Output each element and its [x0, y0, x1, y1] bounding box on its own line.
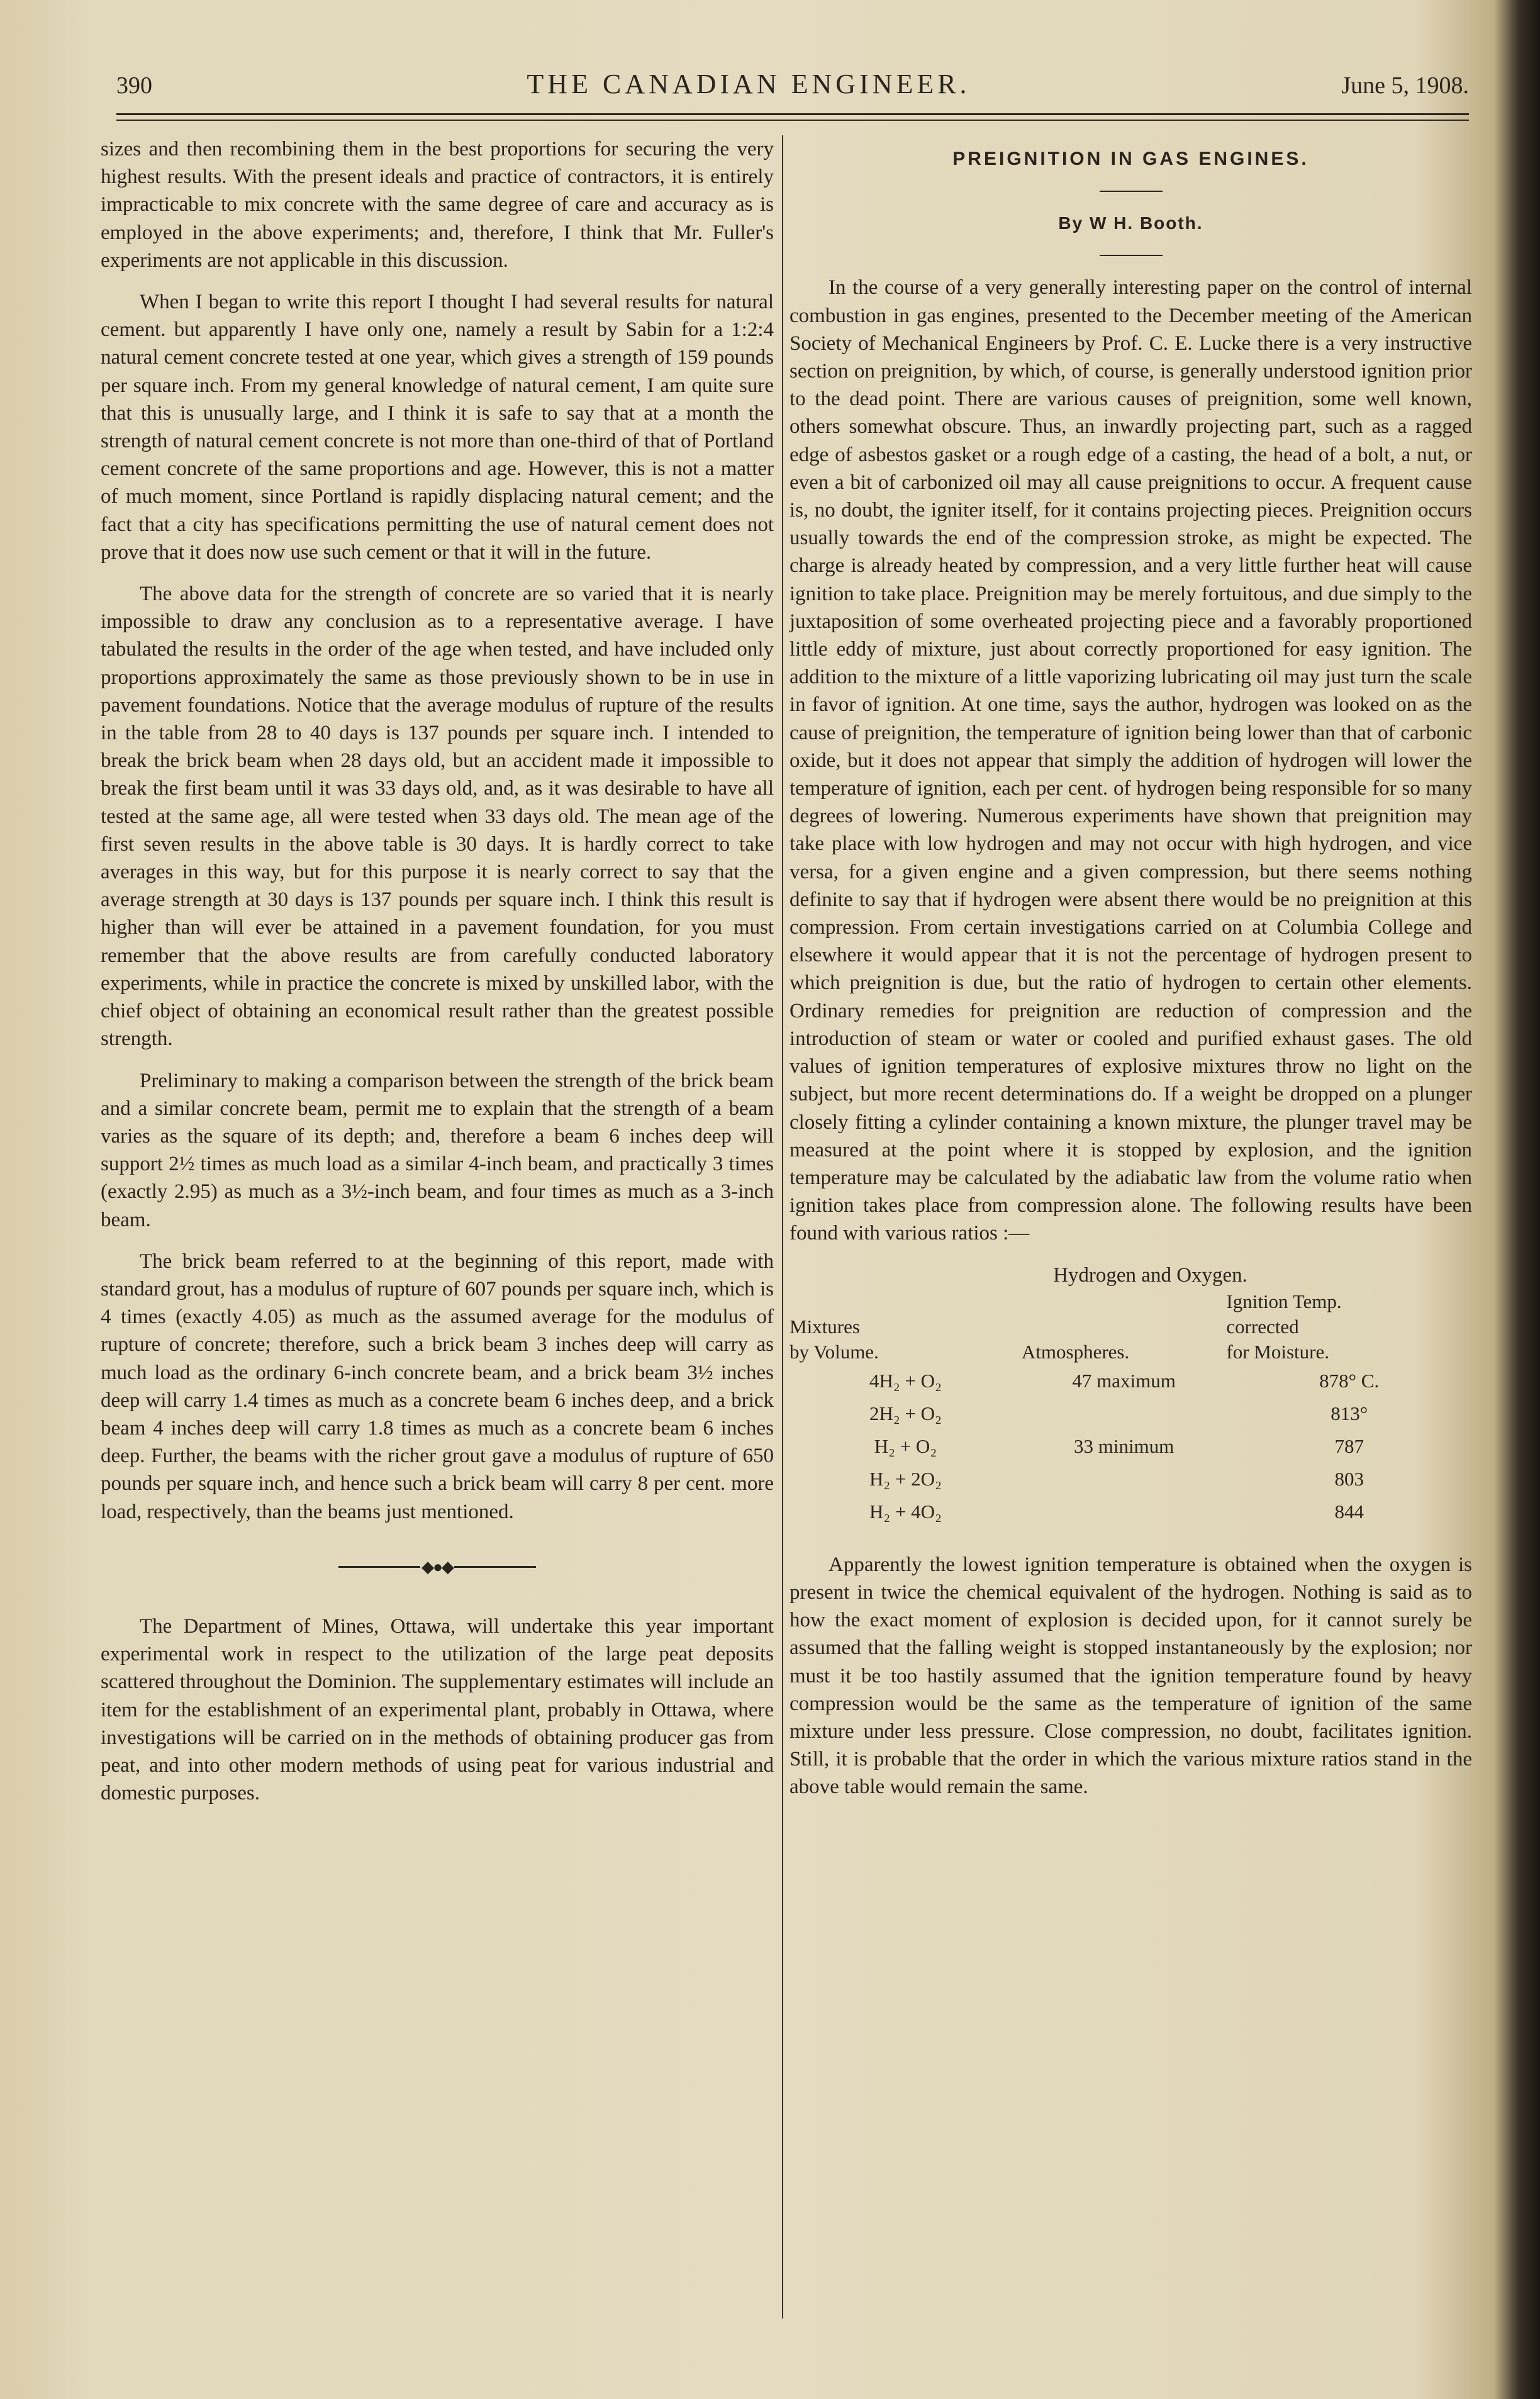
header-rule-bottom: [116, 120, 1469, 121]
cell-temperature: 844: [1334, 1500, 1364, 1523]
page-number: 390: [116, 72, 152, 99]
article-title: PREIGNITION IN GAS ENGINES.: [952, 148, 1309, 169]
paragraph: The above data for the strength of concrete are so varied that it is nearly impossible to draw any conclusion as to a representative average. I have tabulated the results in the order of the age when tested, and have included only proportions approximately the same as those previously shown to be in use in pavement foundations. Notice that the average modulus of rupture of the results in the table from 28 to 40 days is 137 pounds per square inch. I intended to break the brick beam when 28 days old, but an accident made it impossible to break the first beam until it was 33 days old, and, as it was desirable to have all tested at the same age, all were tested when 33 days old. The mean age of the first seven results in the above table is 30 days. It is hardly correct to take averages in this way, but for this purpose it is nearly correct to say that the average strength at 30 days is 137 pounds per square inch. I think this result is higher than will ever be attained in a pavement foundation, for you must remember that the above results are from carefully conducted laboratory experiments, while in practice the concrete is mixed by unskilled labor, with the chief object of obtaining an economical result rather than the greatest possible strength.: [101, 583, 774, 1051]
table-caption: Hydrogen and Oxygen.: [1053, 1263, 1247, 1287]
column-header-ignition: [1226, 1289, 1472, 1365]
cell-atmospheres: [1022, 1496, 1227, 1528]
cell-atmospheres: 33 minimum: [1073, 1434, 1175, 1457]
right-column: [790, 135, 1472, 1801]
header-line: corrected: [1226, 1315, 1299, 1338]
column-header-mixtures: [790, 1289, 1022, 1365]
cell-temperature: 787: [1334, 1434, 1364, 1457]
cell-atmospheres: [1022, 1397, 1227, 1430]
paragraph: Preliminary to making a comparison between the strength of the brick beam and a similar concrete beam, permit me to explain that the strength of a beam varies as the square of its depth; and, therefore a beam 6 inches deep will support 2½ times as much load as a similar 4-inch beam, and practically 3 times (exactly 2.95) as much as a 3½-inch beam, and four times as much as a 3-inch beam.: [101, 1069, 774, 1231]
table-row: [790, 1365, 1472, 1397]
cell-mixture: 4H₂ + O₂: [869, 1369, 942, 1392]
table-row: [790, 1397, 1472, 1430]
cell-mixture: H₂ + 4O₂: [869, 1500, 942, 1523]
ornament-dots: ◆●◆: [421, 1557, 453, 1576]
page-header: [116, 68, 1469, 112]
header-line: Mixtures: [790, 1315, 860, 1338]
masthead-title: THE CANADIAN ENGINEER.: [527, 69, 971, 99]
table-row: [790, 1496, 1472, 1528]
article-body: In the course of a very generally interesting paper on the control of internal combustion in gas engines, presented to the December meeting of the American Society of Mechanical Engineers by Prof. C. E. Lucke there is a very instructive section on preignition, by which, of course, is generally understood ignition prior to the dead point. There are various causes of preignition, some well known, others somewhat obscure. Thus, an inwardly projecting part, such as a ragged edge of asbestos gasket or a rough edge of a casting, the head of a bolt, a nut, or even a bit of carbonized oil may all cause preignitions to occur. A frequent cause is, no doubt, the igniter itself, for it contains projecting pieces. Preignition occurs usually towards the end of the compression stroke, as might be expected. The charge is already heated by compression, and a very little further heat will cause ignition to take place. Preignition may be merely fortuitous, and due simply to the juxtaposition of some overheated projecting piece and a favorably proportioned little eddy of mixture, just about correctly proportioned for easy ignition. The addition to the mixture of a little vaporizing lubricating oil may just turn the scale in favor of ignition. At one time, says the author, hydrogen was looked on as the cause of preignition, the temperature of ignition being lower than that of carbonic oxide, but it does not appear that simply the addition of hydrogen will lower the temperature of ignition, each per cent. of hydrogen being responsible for so many degrees of lowering. Numerous experiments have shown that preignition may take place with low hydrogen and may not occur with high hydrogen, and vice versa, for a given engine and a given compression, but there seems nothing definite to say that if hydrogen were absent there would be no preignition at this compression. From certain investigations carried on at Columbia College and elsewhere it would appear that it is not the percentage of hydrogen present to which preignition is due, but the ratio of hydrogen to certain other elements. Ordinary remedies for preignition are reduction of compression and the introduction of steam or water or cooled and purified exhaust gases. The old values of ignition temperatures of explosive mixtures throw no light on the subject, but more recent determinations do. If a weight be dropped on a plunger closely fitting a cylinder containing a known mixture, the plunger travel may be measured at the point where it is stopped by explosion, and the ignition temperature may be calculated by the adiabatic law from the volume ratio when ignition takes place from compression alone. The following results have been found with various ratios :—: [790, 276, 1472, 1245]
cell-temperature: 878° C.: [1319, 1369, 1380, 1392]
left-column: [101, 135, 774, 1807]
cell-temperature: 813°: [1331, 1402, 1368, 1424]
byline-rule: [1100, 255, 1163, 256]
header-line: for Moisture.: [1226, 1340, 1329, 1363]
paragraph: The brick beam referred to at the beginning of this report, made with standard grout, has a modulus of rupture of 607 pounds per square inch, which is 4 times (exactly 4.05) as much as the assumed average for the modulus of rupture of concrete; therefore, such a brick beam 3 inches deep will carry as much load as the ordinary 6-inch concrete beam, and a brick beam 3½ inches deep will carry 1.4 times as much as a concrete beam 6 inches deep, and a brick beam 4 inches deep will carry 1.8 times as much as a concrete beam 6 inches deep. Further, the beams with the richer grout gave a modulus of rupture of 650 pounds per square inch, and hence such a brick beam will carry 8 per cent. more load, respectively, than the beams just mentioned.: [101, 1250, 774, 1523]
paragraph: sizes and then recombining them in the best proportions for securing the very highest results. With the present ideals and practice of contractors, it is entirely impracticable to mix concrete with the same degree of care and accuracy as is employed in the above experiments; and, therefore, I think that Mr. Fuller's experiments are not applicable in this discussion.: [101, 138, 774, 272]
cell-atmospheres: [1022, 1463, 1227, 1496]
article-byline: By W H. Booth.: [1058, 213, 1203, 233]
paragraph: When I began to write this report I thought I had several results for natural cement. but apparently I have only one, namely a result by Sabin for a 1:2:4 natural cement concrete tested at one year, which gives a strength of 159 pounds per square inch. From my general knowledge of natural cement, I am quite sure that this is unusually large, and I think it is safe to say that at a month the strength of natural cement concrete is not more than one-third of that of Portland cement concrete of the same proportions and age. However, this is not a matter of much moment, since Portland is rapidly displacing natural cement; and the fact that a city has specifications permitting the use of natural cement does not prove that it does now use such cement or that it will in the future.: [101, 291, 774, 564]
table-row: [790, 1430, 1472, 1463]
column-divider: [782, 135, 783, 2318]
cell-temperature: 803: [1334, 1467, 1364, 1490]
issue-date: June 5, 1908.: [1341, 72, 1469, 99]
ornament-line: [338, 1566, 420, 1568]
header-rule-top: [116, 113, 1469, 115]
header-line: Ignition Temp.: [1226, 1290, 1342, 1312]
column-header-atmospheres: Atmospheres.: [1021, 1340, 1130, 1363]
section-ornament: [101, 1553, 774, 1581]
title-rule: [1100, 191, 1163, 192]
table-row: [790, 1463, 1472, 1496]
news-item: The Department of Mines, Ottawa, will undertake this year important experimental work in respect to the utilization of the large peat deposits scattered throughout the Dominion. The supplementary estimates will include an item for the establishment of an experimental plant, probably in Ottawa, where investigations will be carried on in the methods of obtaining producer gas from peat, and into other modern methods of using peat for various industrial and domestic purposes.: [101, 1614, 774, 1805]
cell-mixture: 2H₂ + O₂: [869, 1402, 942, 1424]
ornament-line: [454, 1566, 536, 1568]
cell-mixture: H₂ + O₂: [874, 1434, 937, 1457]
ignition-table: [790, 1289, 1472, 1528]
article-conclusion: Apparently the lowest ignition temperature is obtained when the oxygen is present in twice the chemical equivalent of the hydrogen. Nothing is said as to how the exact moment of explosion is decided upon, for it cannot surely be assumed that the falling weight is stopped instantaneously by the explosion; nor must it be too hastily assumed that the ignition temperature found by heavy compression would be the same as the temperature of ignition of the same mixture under less pressure. Close compression, no doubt, facilitates ignition. Still, it is probable that the order in which the various mixture ratios stand in the above table would remain the same.: [790, 1553, 1472, 1799]
cell-mixture: H₂ + 2O₂: [869, 1467, 942, 1490]
header-line: by Volume.: [790, 1340, 879, 1363]
cell-atmospheres: 47 maximum: [1072, 1369, 1176, 1392]
